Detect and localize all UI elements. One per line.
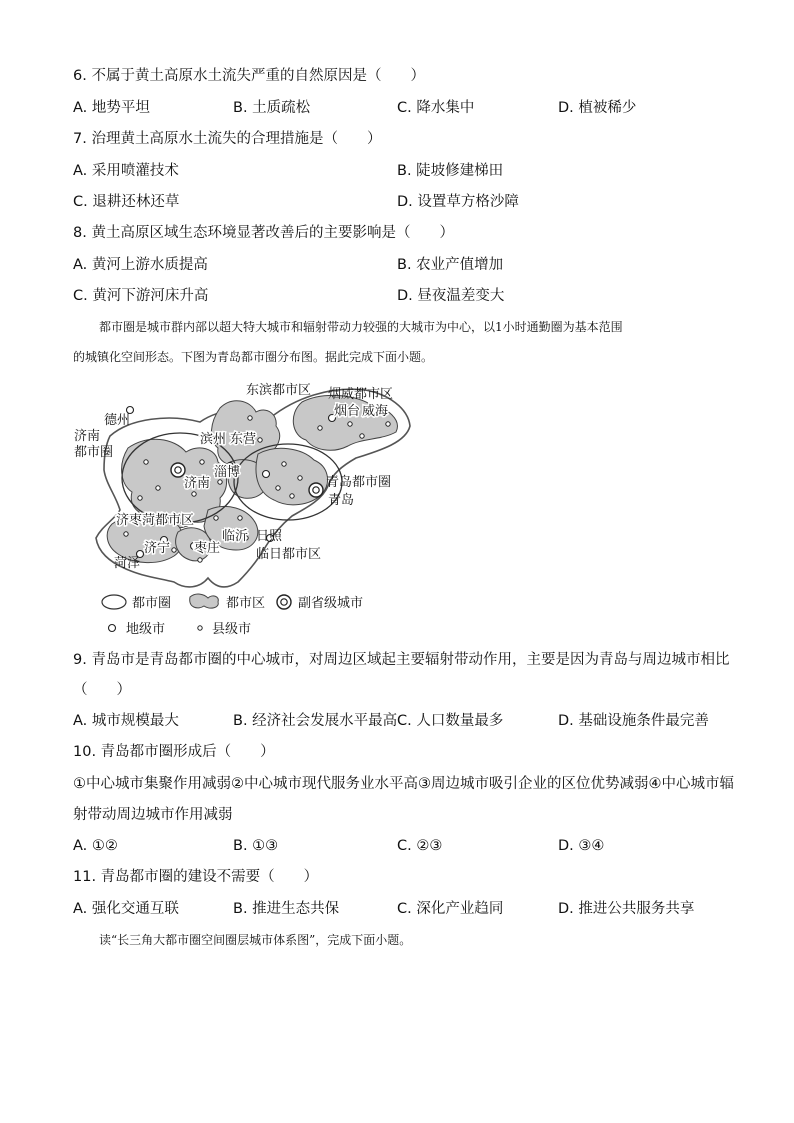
q7-option-c[interactable]: C. 退耕还林还草 <box>73 194 180 210</box>
label-dongying: 东营 <box>230 432 257 447</box>
q9-stem-line-1: 9. 青岛市是青岛都市圈的中心城市，对周边区域起主要辐射带动作用，主要是因为青岛与周边城市相比 <box>73 652 730 668</box>
label-heze: 菏泽 <box>114 556 141 571</box>
legend-county-label: 县级市 <box>212 622 252 637</box>
q7-option-d[interactable]: D. 设置草方格沙障 <box>397 194 519 210</box>
q10-option-d[interactable]: D. ③④ <box>558 838 605 854</box>
map-svg <box>70 378 415 640</box>
label-linyi: 临沂 <box>222 529 249 544</box>
q6-option-b[interactable]: B. 土质疏松 <box>233 100 311 116</box>
q10-option-c[interactable]: C. ②③ <box>397 838 443 854</box>
legend-subprovincial-label: 副省级城市 <box>298 596 364 611</box>
q6-option-d[interactable]: D. 植被稀少 <box>558 100 637 116</box>
label-qingdao: 青岛 <box>328 493 355 508</box>
q11-option-d[interactable]: D. 推进公共服务共享 <box>558 901 695 917</box>
label-jining: 济宁 <box>144 541 171 556</box>
q10-body-line-2: 射带动周边城市作用减弱 <box>73 807 233 823</box>
q11-option-b[interactable]: B. 推进生态共保 <box>233 901 340 917</box>
q7-stem: 7. 治理黄土高原水土流失的合理措施是（ ） <box>73 131 382 147</box>
q8-option-c[interactable]: C. 黄河下游河床升高 <box>73 288 209 304</box>
label-linri: 临日都市区 <box>256 547 322 562</box>
qingdao-metro-map <box>70 378 415 640</box>
q9-option-c[interactable]: C. 人口数量最多 <box>397 713 504 729</box>
label-jinan-circle-2: 都市圈 <box>74 445 114 460</box>
q10-stem: 10. 青岛都市圈形成后（ ） <box>73 744 275 760</box>
label-weihai: 威海 <box>362 404 389 419</box>
legend-prefecture-icon <box>109 625 116 632</box>
q8-stem: 8. 黄土高原区域生态环境显著改善后的主要影响是（ ） <box>73 225 454 241</box>
city-jinan-marker <box>171 463 185 477</box>
q9-option-d[interactable]: D. 基础设施条件最完善 <box>558 713 709 729</box>
q10-option-b[interactable]: B. ①③ <box>233 838 279 854</box>
label-yanwei: 烟威都市区 <box>328 387 394 402</box>
label-jinan: 济南 <box>184 476 211 491</box>
legend-district-label: 都市区 <box>226 596 266 611</box>
label-jizaohe: 济枣菏都市区 <box>116 513 195 528</box>
legend-circle-icon <box>102 595 126 609</box>
q7-option-b[interactable]: B. 陡坡修建梯田 <box>397 163 504 179</box>
legend-county-icon <box>198 626 202 630</box>
q9-option-b[interactable]: B. 经济社会发展水平最高 <box>233 713 398 729</box>
legend-district-icon <box>190 594 219 608</box>
q11-stem: 11. 青岛都市圈的建设不需要（ ） <box>73 869 319 885</box>
q9-option-a[interactable]: A. 城市规模最大 <box>73 713 179 729</box>
q10-option-a[interactable]: A. ①② <box>73 838 118 854</box>
label-qingdao-circle: 青岛都市圈 <box>326 475 392 490</box>
label-zaozhuang: 枣庄 <box>194 541 221 556</box>
legend-prefecture-label: 地级市 <box>126 622 166 637</box>
q7-option-a[interactable]: A. 采用喷灌技术 <box>73 163 179 179</box>
label-binzhou: 滨州 <box>200 432 227 447</box>
q6-stem: 6. 不属于黄土高原水土流失严重的自然原因是（ ） <box>73 68 425 84</box>
intro-line-2: 的城镇化空间形态。下图为青岛都市圈分布图。据此完成下面小题。 <box>73 350 434 364</box>
q11-option-c[interactable]: C. 深化产业趋同 <box>397 901 504 917</box>
q9-stem-line-2: （ ） <box>73 682 131 698</box>
outro-text: 读“长三角大都市圈空间圈层城市体系图”，完成下面小题。 <box>99 933 412 947</box>
q8-option-d[interactable]: D. 昼夜温差变大 <box>397 288 505 304</box>
q6-option-c[interactable]: C. 降水集中 <box>397 100 475 116</box>
q8-option-a[interactable]: A. 黄河上游水质提高 <box>73 257 208 273</box>
label-jinan-circle-1: 济南 <box>74 429 101 444</box>
label-dongbin: 东滨都市区 <box>246 383 312 398</box>
q6-option-a[interactable]: A. 地势平坦 <box>73 100 150 116</box>
label-rizhao: 日照 <box>256 529 283 544</box>
legend-subprovincial-icon <box>277 595 291 609</box>
legend-circle-label: 都市圈 <box>132 596 172 611</box>
q8-option-b[interactable]: B. 农业产值增加 <box>397 257 504 273</box>
q10-body-line-1: ①中心城市集聚作用减弱②中心城市现代服务业水平高③周边城市吸引企业的区位优势减弱④中心城市辐 <box>73 776 734 792</box>
label-dezhou: 德州 <box>104 413 131 428</box>
city-qingdao-marker <box>309 483 323 497</box>
intro-line-1: 都市圈是城市群内部以超大特大城市和辐射带动力较强的大城市为中心，以1小时通勤圈为基本范围 <box>99 320 623 334</box>
label-zibo: 淄博 <box>214 465 241 480</box>
label-yantai: 烟台 <box>334 404 361 419</box>
q11-option-a[interactable]: A. 强化交通互联 <box>73 901 179 917</box>
